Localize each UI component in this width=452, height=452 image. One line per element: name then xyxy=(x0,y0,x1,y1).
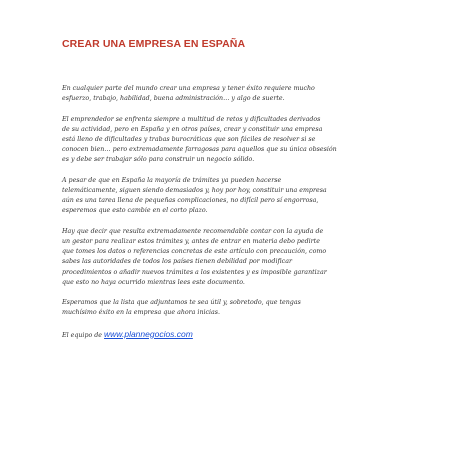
paragraph-procedures: A pesar de que en España la mayoría de trámites ya pueden hacerse telemáticamente, siguen siendo demasiados y, hoy por hoy, constituir una empresa aún es una tarea llena de pequeñas complicaciones, no difícil pero sí engorrosa, esperemos que esto cambie en el corto plazo. xyxy=(62,176,327,215)
paragraph-intro: En cualquier parte del mundo crear una empresa y tener éxito requiere mucho esfuerzo, trabajo, habilidad, buena administración… y algo de suerte. xyxy=(62,85,315,103)
signature-prefix: El equipo de xyxy=(62,331,105,339)
document-title: CREAR UNA EMPRESA EN ESPAÑA xyxy=(62,38,246,50)
document-body xyxy=(62,84,398,341)
signature xyxy=(62,329,398,341)
paragraph-closing: Esperamos que la lista que adjuntamos te sea útil y, sobretodo, que tengas muchísimo éxito en la empresa que ahora inicias. xyxy=(62,299,301,317)
paragraph-advice: Hay que decir que resulta extremadamente recomendable contar con la ayuda de un gestor para realizar estos trámites y, antes de entrar en materia debo pedirte que tomes los datos o referencias concretas de este artículo con precaución, como sabes las autoridades de todos los países tienen debilidad por modificar procedimientos o añadir nuevos trámites a los existentes y es imposible garantizar que esto no haya ocurrido mientras lees este documento. xyxy=(62,227,327,286)
website-link[interactable]: www.plannegocios.com xyxy=(104,328,193,339)
paragraph-challenges: El emprendedor se enfrenta siempre a multitud de retos y dificultades derivados de su actividad, pero en España y en otros países, crear y constituir una empresa está lleno de dificultades y trabas burocráticas que son fáciles de resolver si se conocen bien… pero extremadamente farragosas para aquellos que su única obsesión es y debe ser trabajar sólo para construir un negocio sólido. xyxy=(62,115,337,164)
